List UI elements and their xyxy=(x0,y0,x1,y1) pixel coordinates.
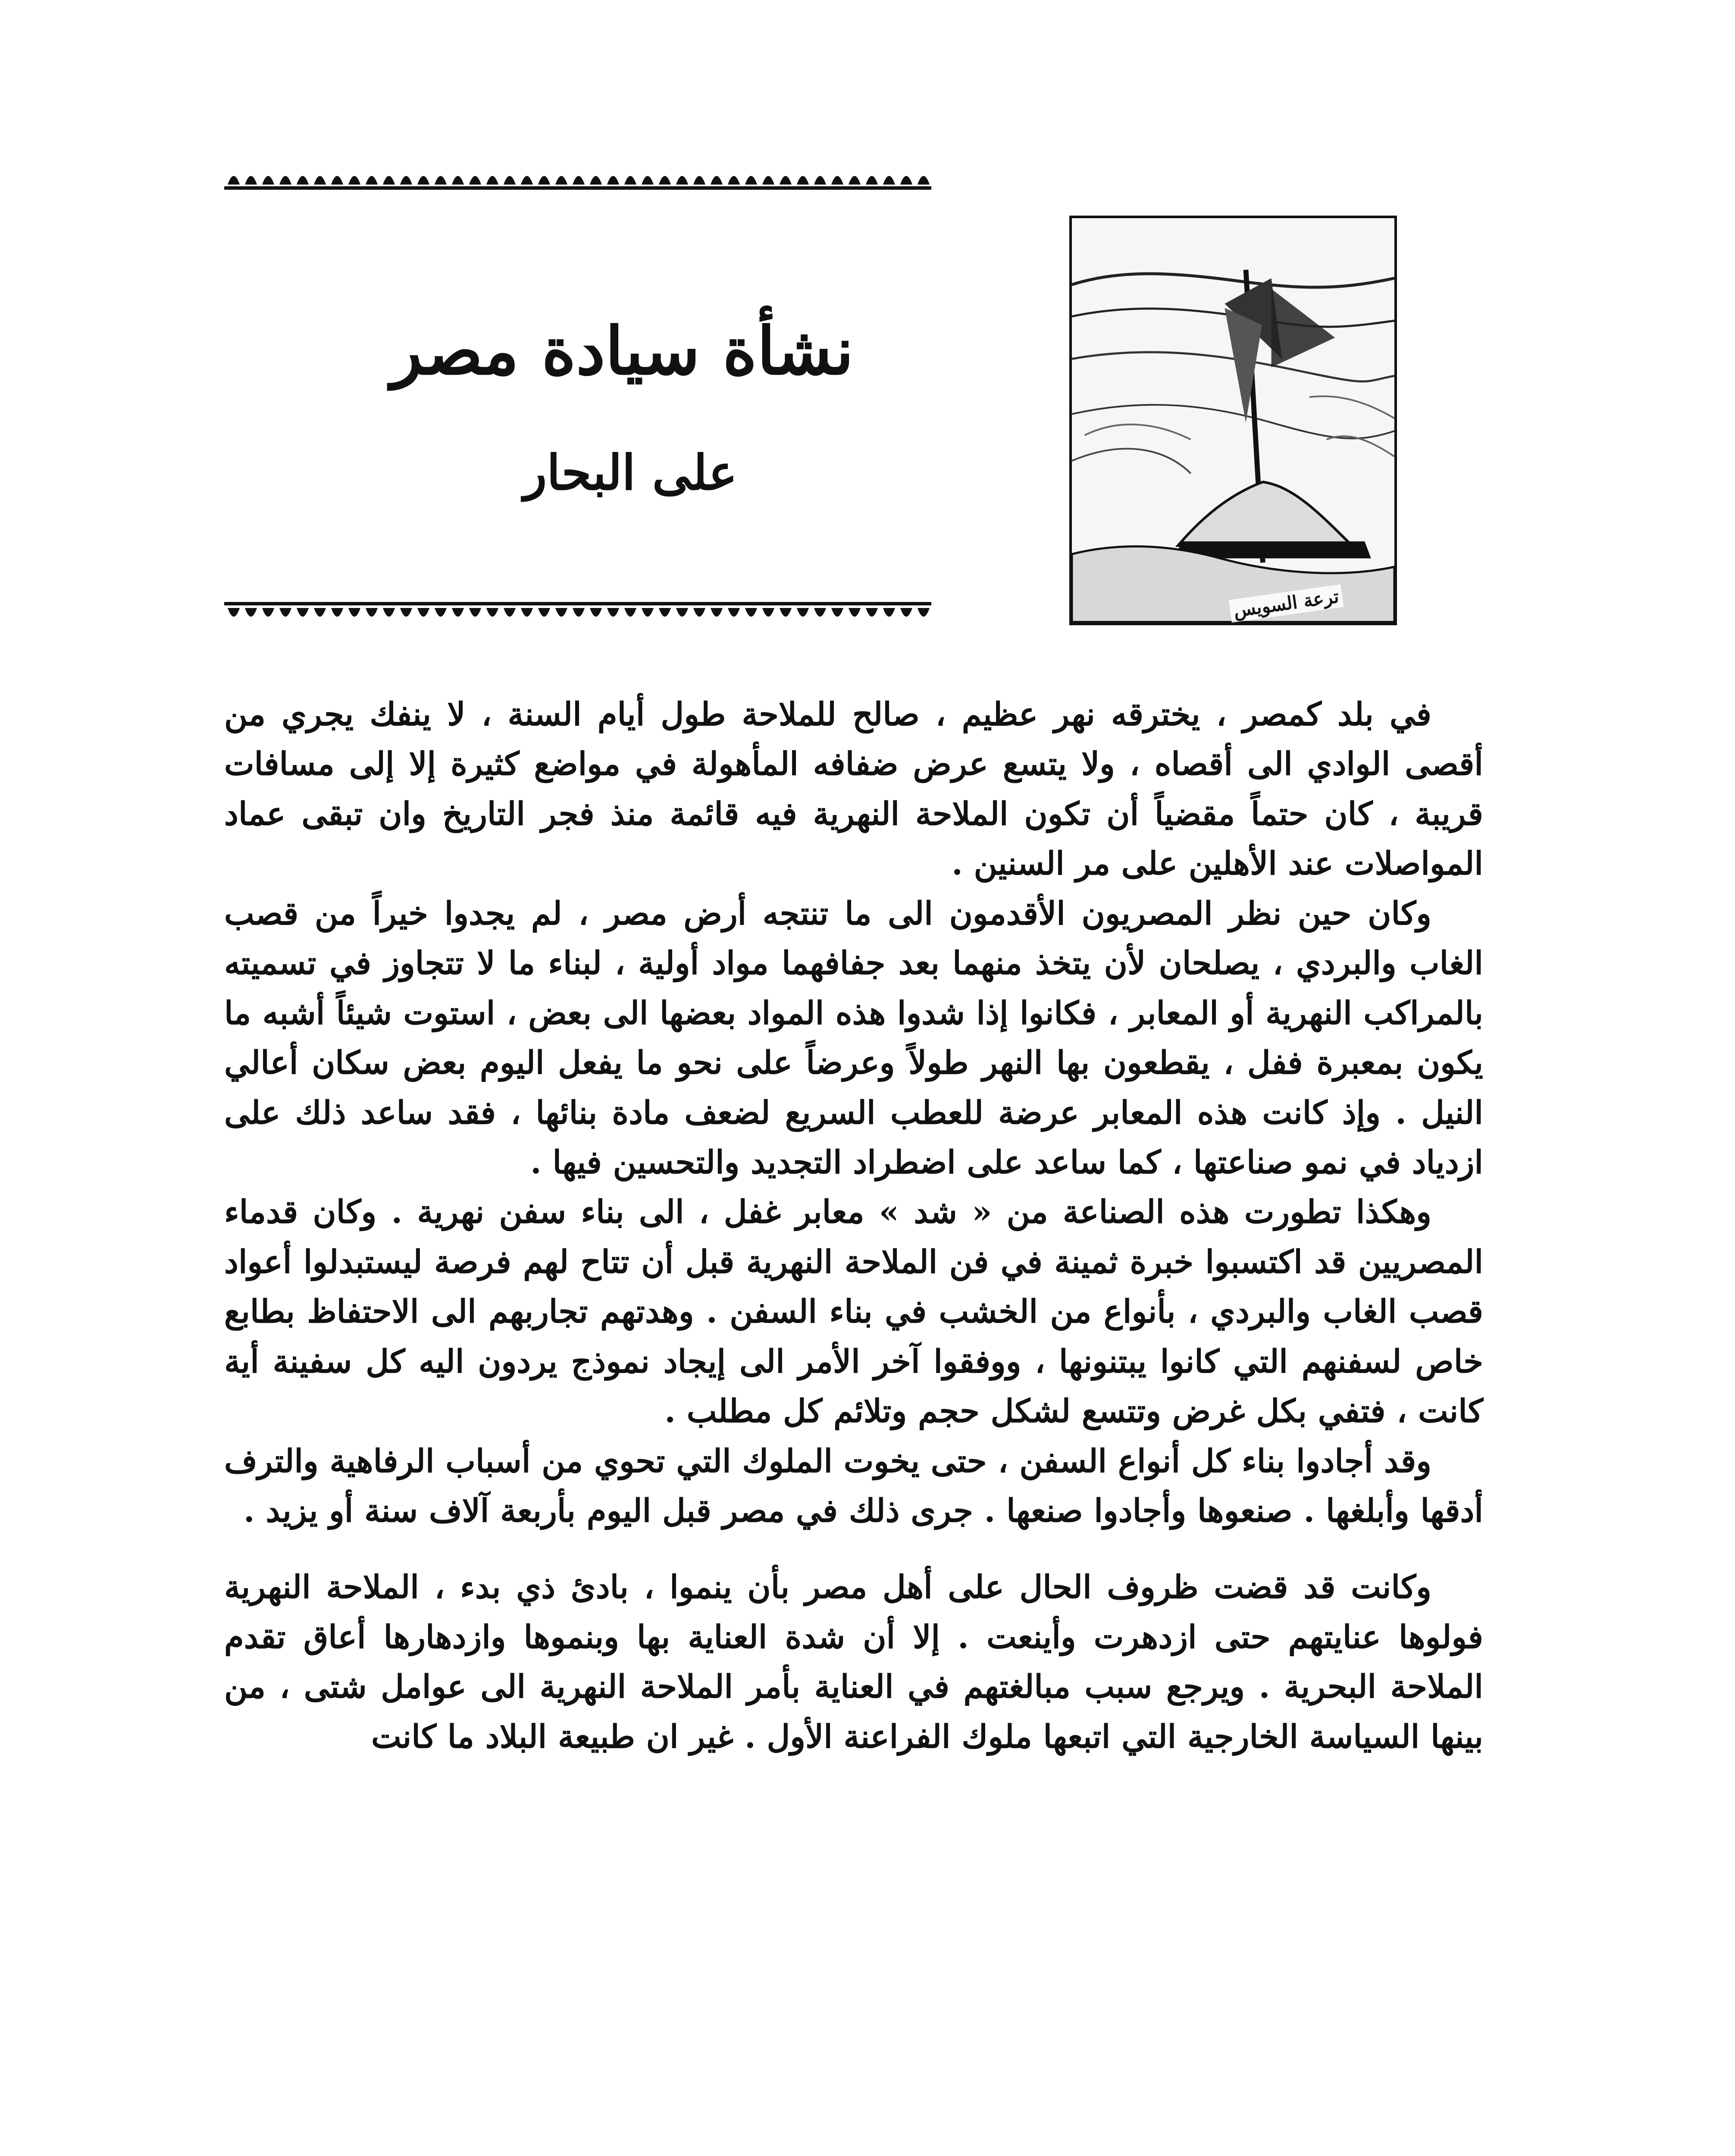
page-title: نشأة سيادة مصر xyxy=(391,312,854,389)
bottom-border-icon xyxy=(224,599,931,629)
paragraph-2: وكان حين نظر المصريون الأقدمون الى ما تنتجه أرض مصر ، لم يجدوا خيراً من قصب الغاب والبردي ، يصلحان لأن يتخذ منهما بعد جفافهما مواد أولية ، لبناء ما لا تتجاوز في تسميته بالمراكب النهرية أو المعابر ، فكانوا إذا شدوا هذه المواد بعضها الى بعض ، استوت شيئاً أشبه ما يكون بمعبرة ففل ، يقطعون بها النهر طولاً وعرضاً على نحو ما يفعل اليوم بعض سكان أعالي النيل . وإذ كانت هذه المعابر عرضة للعطب السريع لضعف مادة بنائها ، فقد ساعد ذلك على ازدياد في نمو صناعتها ، كما ساعد على اضطراد التجديد والتحسين فيها . xyxy=(224,895,1483,1181)
canal-scene-icon xyxy=(1072,218,1394,623)
paragraph-1: في بلد كمصر ، يخترقه نهر عظيم ، صالح للملاحة طول أيام السنة ، لا ينفك يجري من أقصى الوادي الى أقصاه ، ولا يتسع عرض ضفافه المأهولة في مواضع كثيرة إلا إلى مسافات قريبة ، كان حتماً مقضياً أن تكون الملاحة النهرية فيه قائمة منذ فجر التاريخ وان تبقى عماد المواصلات عند الأهلين على مر السنين . xyxy=(224,696,1483,883)
title-section xyxy=(224,203,931,591)
illustration-caption: ترعة السويس xyxy=(1229,584,1344,623)
bottom-ornamental-border xyxy=(224,599,931,629)
paragraph-5: وكانت قد قضت ظروف الحال على أهل مصر بأن ينموا ، بادئ ذي بدء ، الملاحة النهرية فولوها عنايتهم حتى ازدهرت وأينعت . إلا أن شدة العناية بها وبنموها وازدهارها أعاق تقدم الملاحة البحرية . ويرجع سبب مبالغتهم في العناية بأمر الملاحة النهرية الى عوامل شتى ، من بينها السياسة الخارجية التي اتبعها ملوك الفراعنة الأول . غير ان طبيعة البلاد ما كانت xyxy=(224,1569,1483,1755)
article-body xyxy=(224,690,1483,1762)
top-border-icon xyxy=(224,164,931,194)
top-ornamental-border xyxy=(224,164,931,194)
suez-canal-illustration xyxy=(1069,216,1397,625)
paragraph-3: وهكذا تطورت هذه الصناعة من « شد » معابر غفل ، الى بناء سفن نهرية . وكان قدماء المصريين قد اكتسبوا خبرة ثمينة في فن الملاحة النهرية قبل أن تتاح لهم فرصة ليستبدلوا أعواد قصب الغاب والبردي ، بأنواع من الخشب في بناء السفن . وهدتهم تجاربهم الى الاحتفاظ بطابع خاص لسفنهم التي كانوا يبتنونها ، ووفقوا آخر الأمر الى إيجاد نموذج يردون اليه كل سفينة أية كانت ، فتفي بكل غرض وتتسع لشكل حجم وتلائم كل مطلب . xyxy=(224,1194,1483,1430)
paragraph-4: وقد أجادوا بناء كل أنواع السفن ، حتى يخوت الملوك التي تحوي من أسباب الرفاهية والترف أدقها وأبلغها . صنعوها وأجادوا صنعها . جرى ذلك في مصر قبل اليوم بأربعة آلاف سنة أو يزيد . xyxy=(224,1442,1483,1529)
page-subtitle: على البحار xyxy=(523,445,737,501)
